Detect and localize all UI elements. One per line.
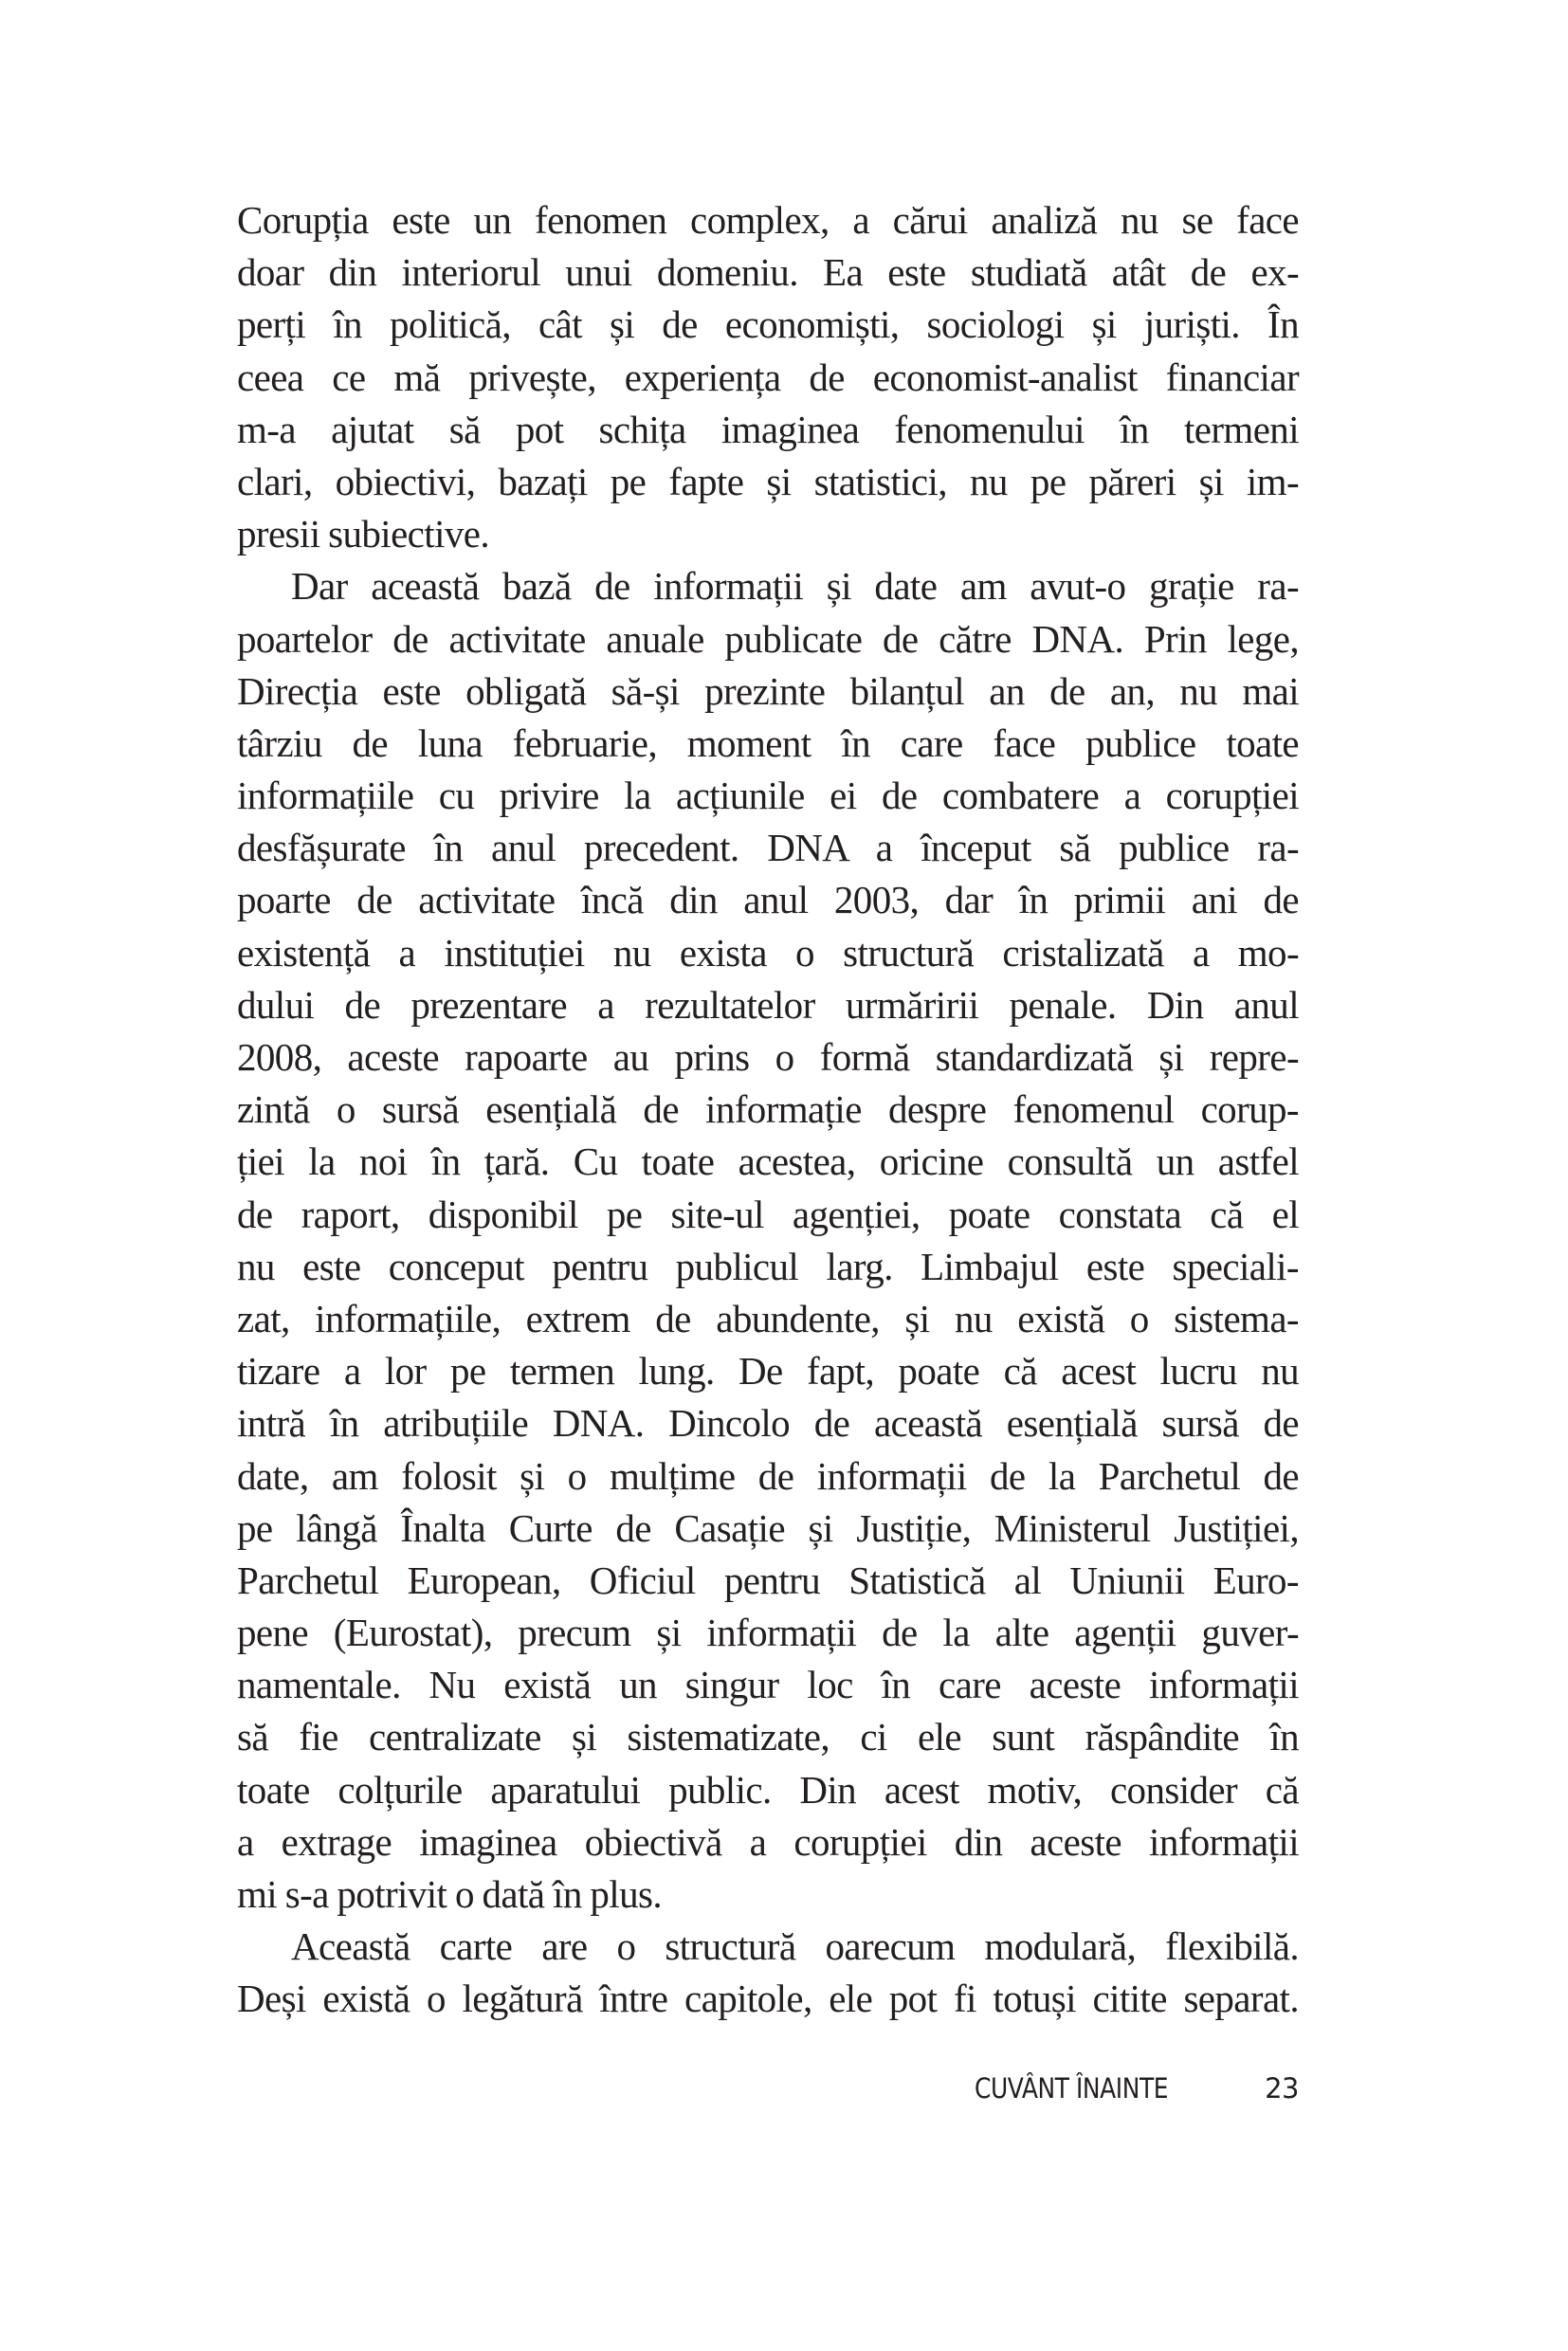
text-line: a extrage imaginea obiectivă a corupției din aceste informații xyxy=(237,1819,1299,1864)
text-line: zat, informațiile, extrem de abundente, și nu există o sistema- xyxy=(237,1296,1299,1340)
text-line: existență a instituției nu exista o structură cristalizată a mo- xyxy=(237,930,1299,975)
text-line: mi s-a potrivit o dată în plus. xyxy=(237,1872,662,1916)
body-text xyxy=(237,194,1299,2026)
text-line: toate colțurile aparatului public. Din acest motiv, consider că xyxy=(237,1767,1299,1812)
text-line: nu este conceput pentru publicul larg. Limbajul este speciali- xyxy=(237,1244,1299,1288)
text-line: presii subiective. xyxy=(237,512,490,556)
text-line: pe lângă Înalta Curte de Casație și Justiție, Ministerul Justiției, xyxy=(237,1505,1299,1550)
text-line: perți în politică, cât și de economiști, sociologi și juriști. În xyxy=(237,302,1299,347)
text-line: zintă o sursă esențială de informație despre fenomenul corup- xyxy=(237,1087,1299,1132)
text-line: dului de prezentare a rezultatelor urmăririi penale. Din anul xyxy=(237,982,1299,1027)
text-line: Această carte are o structură oarecum modulară, flexibilă. xyxy=(291,1924,1299,1969)
text-line: namentale. Nu există un singur loc în care aceste informații xyxy=(237,1663,1299,1707)
text-line: doar din interiorul unui domeniu. Ea este studiată atât de ex- xyxy=(237,250,1299,295)
text-line: informațiile cu privire la acțiunile ei de combatere a corupției xyxy=(237,774,1299,818)
text-line: pene (Eurostat), precum și informații de la alte agenții guver- xyxy=(237,1611,1299,1655)
text-line: ceea ce mă privește, experiența de economist-analist financiar xyxy=(237,355,1299,399)
text-line: Dar această bază de informații și date am avut-o grație ra- xyxy=(291,564,1299,609)
text-line: ției la noi în țară. Cu toate acestea, oricine consultă un astfel xyxy=(237,1139,1299,1184)
text-line: poarte de activitate încă din anul 2003, dar în primii ani de xyxy=(237,878,1299,922)
text-line: m-a ajutat să pot schița imaginea fenomenului în termeni xyxy=(237,407,1299,451)
text-line: desfășurate în anul precedent. DNA a început să publice ra- xyxy=(237,826,1299,870)
page-footer xyxy=(975,2071,1299,2105)
text-line: să fie centralizate și sistematizate, ci ele sunt răspândite în xyxy=(237,1715,1299,1759)
text-line: tizare a lor pe termen lung. De fapt, poate că acest lucru nu xyxy=(237,1349,1299,1394)
running-title: CUVÂNT ÎNAINTE xyxy=(975,2072,1169,2105)
text-line: Corupția este un fenomen complex, a cărui analiză nu se face xyxy=(237,198,1299,242)
paragraph-2 xyxy=(237,560,1299,1921)
text-line: date, am folosit și o mulțime de informații de la Parchetul de xyxy=(237,1453,1299,1498)
paragraph-1 xyxy=(237,194,1299,560)
text-line: clari, obiectivi, bazați pe fapte și statistici, nu pe păreri și im- xyxy=(237,459,1299,503)
paragraph-3 xyxy=(237,1921,1299,2025)
text-line: târziu de luna februarie, moment în care face publice toate xyxy=(237,720,1299,765)
text-line: Direcția este obligată să-și prezinte bilanțul an de an, nu mai xyxy=(237,668,1299,713)
page-number: 23 xyxy=(1265,2072,1299,2105)
text-line: intră în atribuțiile DNA. Dincolo de această esențială sursă de xyxy=(237,1401,1299,1446)
text-line: 2008, aceste rapoarte au prins o formă standardizată și repre- xyxy=(237,1035,1299,1079)
text-line: Deși există o legătură între capitole, ele pot fi totuși citite separat. xyxy=(237,1977,1299,2021)
text-line: poartelor de activitate anuale publicate de către DNA. Prin lege, xyxy=(237,616,1299,661)
text-line: de raport, disponibil pe site-ul agenției, poate constata că el xyxy=(237,1192,1299,1236)
text-line: Parchetul European, Oficiul pentru Statistică al Uniunii Euro- xyxy=(237,1558,1299,1602)
